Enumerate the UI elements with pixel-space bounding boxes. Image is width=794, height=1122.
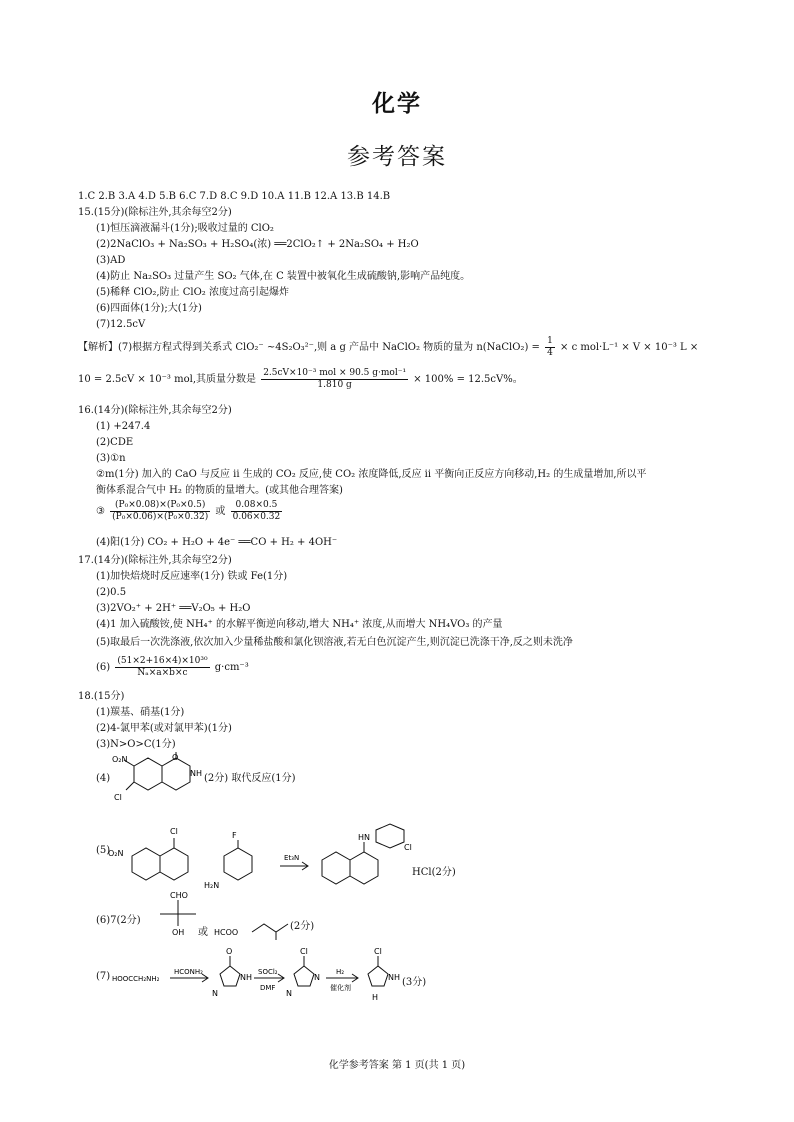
q18-a3: (3)N>O>C(1分) <box>96 739 176 750</box>
q18-a4-o-label: O <box>172 753 179 762</box>
q18-a6-cho-label: CHO <box>170 891 188 900</box>
q18-a5-no2-label-1: O₂N <box>108 849 124 858</box>
q15-exp-frac-num: 1 <box>547 336 553 346</box>
q17-a4: (4)1 加入硫酸铵,使 NH₄⁺ 的水解平衡逆向移动,增大 NH₄⁺ 浓度,从而增大 NH₄VO₃ 的产量 <box>96 619 503 630</box>
q18-a7-reagent-3b: 催化剂 <box>330 984 351 992</box>
q18-a7-h-label: H <box>372 993 379 1002</box>
q18-a6-structure-2 <box>214 910 294 940</box>
q16-a4b: 衡体系混合气中 H₂ 的物质的量增大。(或其他合理答案) <box>96 485 343 496</box>
q18-a7-cl-label-2: Cl <box>374 947 382 956</box>
q18-a5-f-label: F <box>232 831 237 840</box>
q17-a3: (3)2VO₂⁺ + 2H⁺ ══V₂O₅ + H₂O <box>96 603 251 614</box>
q18-a1: (1)羰基、硝基(1分) <box>96 707 185 718</box>
q15-a4: (4)防止 Na₂SO₃ 过量产生 SO₂ 气体,在 C 装置中被氧化生成硫酸钠,影响产品纯度。 <box>96 271 471 282</box>
q16-a4: ②m(1分) 加入的 CaO 与反应 ii 生成的 CO₂ 反应,使 CO₂ 浓度降低,反应 ii 平衡向正反应方向移动,H₂ 的生成量增加,所以平 <box>96 469 647 480</box>
q15-exp-b: × c mol·L⁻¹ × V × 10⁻³ L × <box>560 342 699 353</box>
q15-a5: (5)稀释 ClO₂,防止 ClO₂ 浓度过高引起爆炸 <box>96 287 289 298</box>
q18-a7-pre: (7) <box>96 971 111 982</box>
q16-a5-or: 或 <box>215 506 226 517</box>
q18-a4-post: (2分) 取代反应(1分) <box>204 773 296 784</box>
q16-head: 16.(14分)(除标注外,其余每空2分) <box>78 405 232 416</box>
q16-a6: (4)阳(1分) CO₂ + H₂O + 4e⁻ ══CO + H₂ + 4OH⁻ <box>96 537 338 548</box>
q18-a7-synthesis-diagram <box>112 944 442 1010</box>
q18-a4-nh-label: NH <box>190 769 202 778</box>
q18-a7-n-label-2: N <box>314 973 320 982</box>
q16-a3: (3)①n <box>96 453 126 464</box>
q15-a2: (2)2NaClO₃ + Na₂SO₃ + H₂SO₄(浓) ══2ClO₂↑ + 2Na₂SO₄ + H₂O <box>96 239 419 250</box>
q18-a6-post: (2分) <box>290 921 315 932</box>
q18-a6-or: 或 <box>198 927 208 938</box>
q15-a6: (6)四面体(1分);大(1分) <box>96 303 202 314</box>
q18-a7-reagent-3a: H₂ <box>336 968 345 976</box>
page-footer: 化学参考答案 第 1 页(共 1 页) <box>328 1060 466 1071</box>
q16-a5-num: (P₀×0.08)×(P₀×0.5) <box>110 500 210 512</box>
q18-a5-post: HCl(2分) <box>412 867 456 878</box>
q18-a4-no2-label: O₂N <box>112 755 128 764</box>
q16-a5-num2: 0.08×0.5 <box>231 500 283 512</box>
page-subtitle: 参考答案 <box>347 144 447 170</box>
q17-a6 <box>96 656 249 679</box>
q18-a5-hn-label: HN <box>358 833 370 842</box>
q15-exp-c: 10 = 2.5cV × 10⁻³ mol,其质量分数是 <box>78 374 256 385</box>
q18-a7-reagent-2b: DMF <box>260 984 276 992</box>
q15-exp-fraction2 <box>261 368 408 391</box>
quinazolinone-structure-diagram <box>112 752 202 808</box>
q16-a5-den2: 0.06×0.32 <box>232 512 281 522</box>
q15-exp-frac2-den: 1.810 g <box>317 380 352 390</box>
q18-a7-nh-label-1: NH <box>240 973 252 982</box>
q16-a5-fraction2 <box>231 500 283 523</box>
q18-a7-n-label-3: N <box>286 989 292 998</box>
q17-a6-fraction <box>115 656 209 679</box>
q18-a5-condition: Et₃N <box>284 854 300 862</box>
q18-a5-reaction-diagram <box>108 822 468 896</box>
q16-a2: (2)CDE <box>96 437 134 448</box>
q15-a7: (7)12.5cV <box>96 319 146 330</box>
q18-a7-reactant: HOOCCH₂NH₂ <box>112 975 160 983</box>
q18-a7-n-label-1: N <box>212 989 218 998</box>
q15-explanation-line2 <box>78 368 523 391</box>
q18-a7-cl-label-1: Cl <box>300 947 308 956</box>
q18-a7-nh-label-2: NH <box>388 973 400 982</box>
q17-a1: (1)加快焙烧时反应速率(1分) 铁或 Fe(1分) <box>96 571 288 582</box>
q15-explanation-line1 <box>78 336 698 359</box>
q16-a1: (1) +247.4 <box>96 421 151 432</box>
q18-a4-pre: (4) <box>96 773 111 784</box>
q17-a6-num: (51×2+16×4)×10³⁰ <box>117 656 208 666</box>
q18-a2: (2)4-氯甲苯(或对氯甲苯)(1分) <box>96 723 232 734</box>
q18-a5-cl-label-1: Cl <box>170 827 178 836</box>
q15-a3: (3)AD <box>96 255 126 266</box>
page-title: 化学 <box>372 90 422 117</box>
q17-a6-den: Nₐ×a×b×c <box>137 668 188 678</box>
q17-a6-pre: (6) <box>96 662 111 673</box>
q17-a2: (2)0.5 <box>96 587 127 598</box>
q15-exp-frac-den: 4 <box>547 348 553 358</box>
q18-a6-pre: (6)7(2分) <box>96 915 141 926</box>
q18-a7-post: (3分) <box>402 977 427 988</box>
q18-a6-hcoo-label: HCOO <box>214 928 239 937</box>
q15-exp-frac2-num: 2.5cV×10⁻³ mol × 90.5 g·mol⁻¹ <box>263 368 407 378</box>
q18-a7-o-label: O <box>226 947 233 956</box>
q18-a5-h2n-label: H₂N <box>204 881 220 890</box>
q18-a7-reagent-1: HCONH₂ <box>174 968 203 976</box>
q17-head: 17.(14分)(除标注外,其余每空2分) <box>78 555 232 566</box>
q15-head: 15.(15分)(除标注外,其余每空2分) <box>78 207 232 218</box>
q16-a5-pre: ③ <box>96 506 105 517</box>
q18-a4-cl-label: Cl <box>114 793 122 802</box>
q17-a6-unit: g·cm⁻³ <box>214 662 249 673</box>
mc-answers: 1.C 2.B 3.A 4.D 5.B 6.C 7.D 8.C 9.D 10.A 11.B 12.A 13.B 14.B <box>78 191 391 202</box>
q16-a5-den: (P₀×0.06)×(P₀×0.32) <box>112 512 209 522</box>
q18-a7-reagent-2a: SOCl₂ <box>258 968 278 976</box>
q18-a6-oh-label: OH <box>172 928 185 936</box>
q18-a5-pre: (5) <box>96 845 111 856</box>
q16-a5 <box>96 500 284 523</box>
q15-exp-d: × 100% = 12.5cV%。 <box>413 374 523 385</box>
q18-a5-cl-label-2: Cl <box>404 843 412 852</box>
q15-a1: (1)恒压滴液漏斗(1分);吸收过量的 ClO₂ <box>96 223 274 234</box>
q15-exp-fraction <box>545 336 555 359</box>
q18-head: 18.(15分) <box>78 691 125 702</box>
q16-a5-fraction <box>110 500 210 523</box>
q15-exp-a: 【解析】(7)根据方程式得到关系式 ClO₂⁻ ~4S₂O₃²⁻,则 a g 产品中 NaClO₂ 物质的量为 n(NaClO₂) = <box>78 342 540 353</box>
q17-a5: (5)取最后一次洗涤液,依次加入少量稀盐酸和氯化钡溶液,若无白色沉淀产生,则沉淀已洗涤干净,反之则未洗净 <box>96 637 573 648</box>
